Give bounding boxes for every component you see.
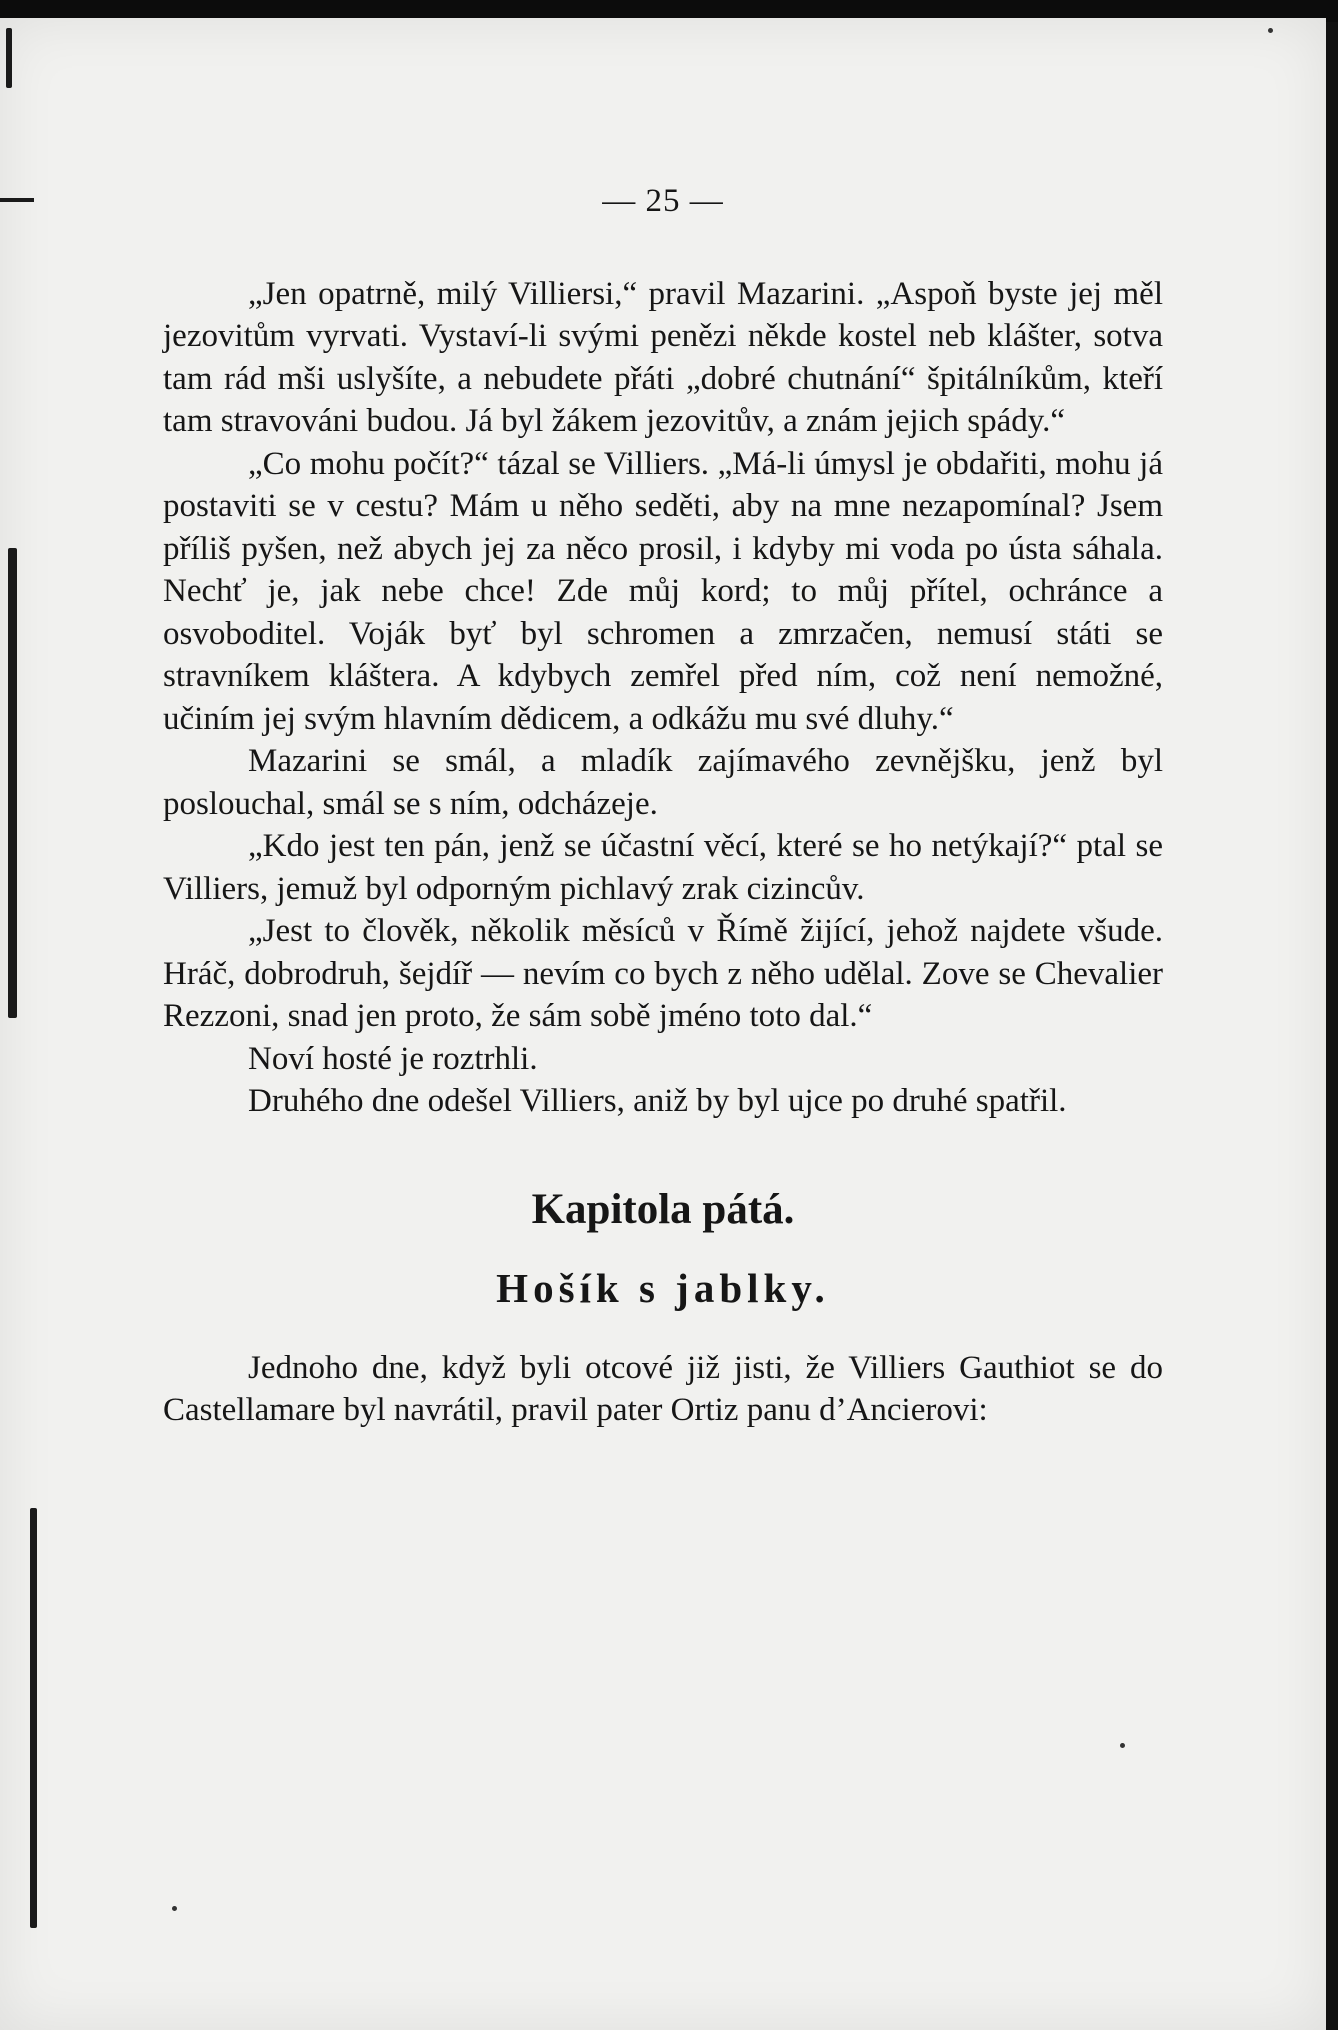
binding-edge-mark [6, 28, 12, 88]
page-number: — 25 — [602, 183, 724, 219]
binding-thread-mark [8, 548, 17, 1018]
paper-speck [172, 1906, 177, 1911]
chapter-title: Kapitola pátá. [531, 1185, 795, 1233]
page-content [163, 180, 1163, 1432]
paragraph: Druhého dne odešel Villiers, aniž by byl ujce po druhé spatřil. [248, 1083, 1067, 1119]
paragraph: Jednoho dne, když byli otcové již jisti, že Villiers Gauthiot se do Castellamare byl navrátil, pravil pater Ortiz panu d’Ancierovi: [163, 1349, 1163, 1428]
paragraph: „Jest to člověk, několik měsíců v Římě žijící, jehož najdete všude. Hráč, dobrodruh, šejdíř — nevím co bych z něho udělal. Zove se Chevalier Rezzoni, snad jen proto, že sám sobě jméno toto dal.“ [163, 913, 1163, 1034]
paper-speck [1268, 28, 1273, 33]
paragraph: „Co mohu počít?“ tázal se Villiers. „Má-li úmysl je obdařiti, mohu já postaviti se v cestu? Mám u něho seděti, aby na mne nezapomínal? Jsem příliš pyšen, než abych jej za něco prosil, i kdyby mi voda po ústa sáhala. Nechť je, jak nebe chce! Zde můj kord; to můj přítel, ochránce a osvoboditel. Voják byť byl schromen a zmrzačen, nemusí státi se stravníkem kláštera. A kdybych zemřel před ním, což není nemožné, učiním jej svým hlavním dědicem, a odkážu mu své dluhy.“ [163, 445, 1163, 737]
paragraph: „Kdo jest ten pán, jenž se účastní věcí, které se ho netýkají?“ ptal se Villiers, jemuž byl odporným pichlavý zrak cizincův. [163, 828, 1163, 907]
paragraph: „Jen opatrně, milý Villiersi,“ pravil Mazarini. „Aspoň byste jej měl jezovitům vyrvati. Vystaví-li svými penězi někde kostel neb klášter, sotva tam rád mši uslyšíte, a nebudete přáti „dobré chutnání“ špitálníkům, kteří tam stravováni budou. Já byl žákem jezovitův, a znám jejich spády.“ [163, 275, 1163, 439]
paragraph: Mazarini se smál, a mladík zajímavého zevnějšku, jenž byl poslouchal, smál se s ním, odcházeje. [163, 743, 1163, 822]
paragraph: Noví hosté je roztrhli. [248, 1040, 538, 1077]
binding-thread-mark [30, 1508, 37, 1928]
paper-speck [1120, 1743, 1125, 1748]
chapter-subtitle: Hošík s jablky. [496, 1264, 830, 1311]
binding-tick-mark [0, 198, 34, 202]
